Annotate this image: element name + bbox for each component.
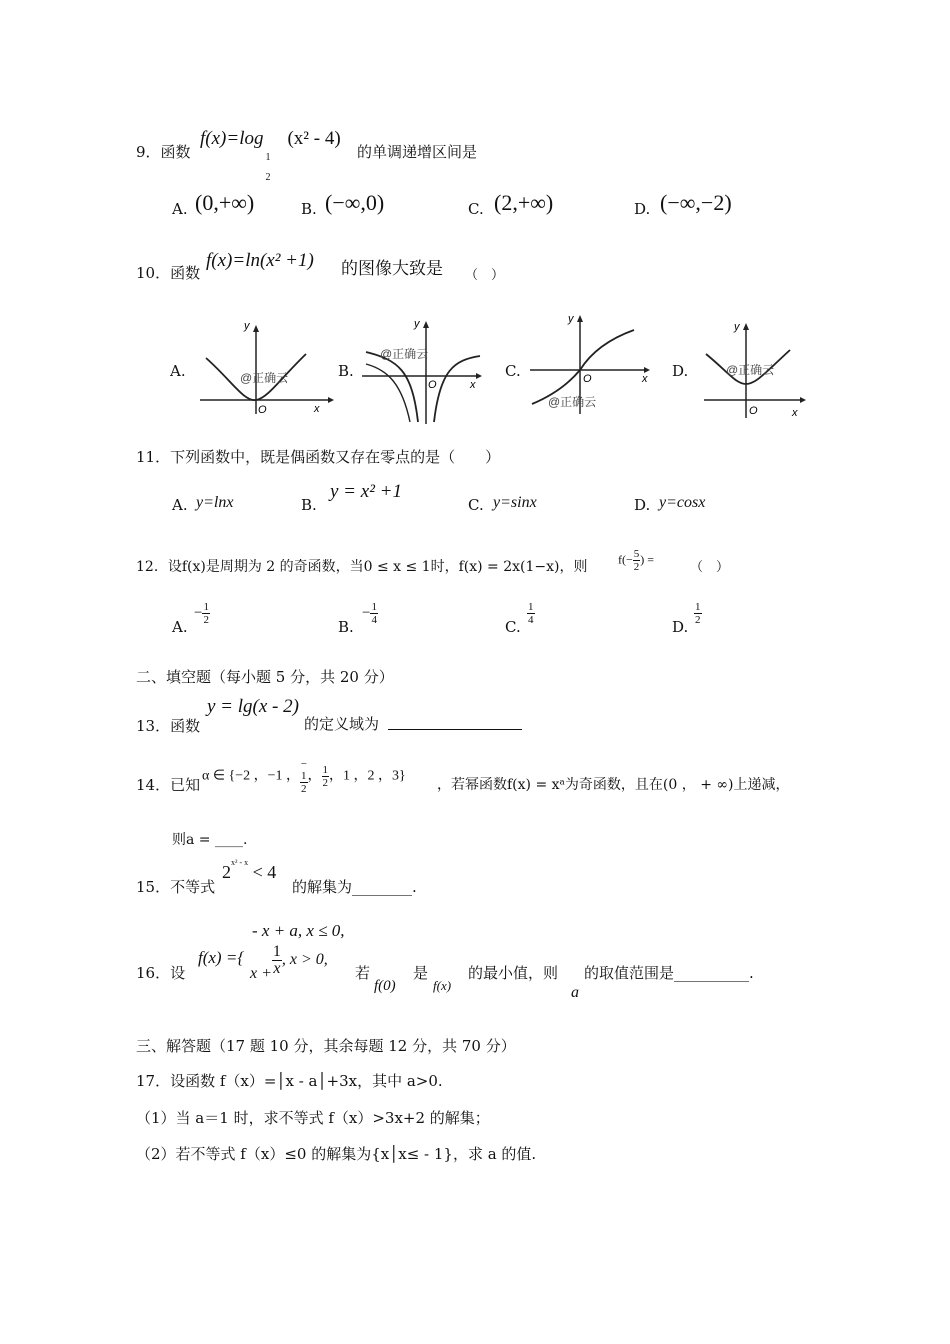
q9-option-d-label: D. [634,200,651,218]
q10-paren: （ ） [465,268,505,283]
watermark: @正确云 [380,347,429,361]
q16-case2-frac [272,944,282,977]
q12-b-den: 4 [371,614,377,626]
origin-label: O [258,404,267,416]
watermark: @正确云 [240,371,289,385]
x-label: x [470,379,476,391]
q13-tail: 的定义域为 [304,715,380,733]
curve [532,330,634,404]
q16-fx: f(x) [433,978,452,993]
q14-set-end: ，1 ，2 ，3} [329,768,406,784]
q9-label: 9．函数 [136,143,191,161]
q9-option-a-label: A. [172,200,188,218]
q9-base-den: 2 [265,172,271,183]
origin-label: O [583,373,592,385]
q14-alpha: α ∈ [202,768,226,784]
q11-option-b: y = x² +1 [330,481,402,502]
q10-graph-d [700,318,810,422]
y-label: y [568,313,574,325]
q12-fexpr [618,548,654,573]
q15-exp: x² - x [231,858,249,867]
q12-option-b [362,601,378,626]
y-label: y [414,318,420,330]
watermark: @正确云 [548,395,597,409]
q12-stem: 12．设f(x)是周期为 2 的奇函数，当0 ≤ x ≤ 1时，f(x) = 2x(1−x)，则 [136,559,588,575]
section-2-heading: 二、填空题（每小题 5 分，共 20 分） [136,668,394,686]
q10-graph-b [358,318,488,428]
q17-part1: （1）当 a＝1 时，求不等式 f（x）>3x+2 的解集； [136,1109,490,1127]
y-arrow-icon [423,321,429,328]
y-arrow-icon [253,325,259,332]
q13-formula [207,696,299,718]
q14-f2-den: 2 [322,777,329,789]
q16-text-range: 的取值范围是__________. [584,964,754,982]
q15-formula [222,858,277,883]
q14-label: 14．已知 [136,776,201,794]
q16-text-min: 的最小值，则 [468,964,559,982]
q14-set-start: {−2 ，−1 ， [228,768,301,784]
q12-c-frac [527,601,535,626]
q11-option-d-label: D. [634,496,651,514]
q14-f1-num: 1 [301,770,307,782]
q12-option-c-label: C. [505,618,521,636]
q13-label: 13．函数 [136,717,201,735]
q10-graph-a [196,318,336,418]
q10-formula [206,250,314,272]
q12-c-num: 1 [528,601,534,613]
y-label: y [734,321,740,333]
q12-c-den: 4 [528,614,534,626]
y-label: y [244,320,250,332]
q13-answer-blank[interactable] [388,713,522,730]
q9-func: f(x)=log [200,128,264,149]
q12-d-den: 2 [695,614,701,626]
q9-option-c: (2,+∞) [494,190,554,215]
q9-tail: 的单调递增区间是 [357,143,478,161]
q11-option-c: y=sinx [493,494,537,511]
q10-func: f(x)=ln(x² +1) [206,250,314,271]
q10-label: 10．函数 [136,264,201,282]
q13-func: y = lg(x - 2) [207,696,299,717]
q14-set-mid: ， [307,768,322,784]
q11-option-a-label: A. [172,496,188,514]
q9-option-c-label: C. [468,200,484,218]
q9-arg: (x² - 4) [287,128,341,149]
q12-a-num: 1 [203,601,209,613]
q11-option-c-label: C. [468,496,484,514]
q12-fexpr-den: 2 [633,561,640,573]
origin-label: O [428,379,437,391]
q17-part2: （2）若不等式 f（x）≤0 的解集为{x│x≤ - 1}，求 a 的值. [136,1145,537,1163]
q15-label: 15．不等式 [136,878,216,896]
q9-base-num: 1 [265,152,271,163]
q12-option-d-label: D. [672,618,689,636]
q14-answer-line: 则a = ____. [172,832,248,848]
watermark: @正确云 [726,363,775,377]
q9-option-b-label: B. [301,200,317,218]
q11-option-d: y=cosx [659,494,706,511]
q12-fexpr-head: f(− [618,552,633,567]
q10-tail: 的图像大致是 [341,259,443,279]
q14-f2-num: 1 [322,764,329,776]
q15-rel: < 4 [252,862,277,882]
q16-case2 [250,943,328,983]
q10-option-d-label: D. [672,362,689,380]
q16-a: a [571,984,579,1001]
x-arrow-icon [476,373,482,379]
x-label: x [642,373,648,385]
q9-formula [200,128,341,183]
q16-label: 16．设 [136,964,186,982]
q16-case2-a: x + [250,965,272,983]
q9-option-a: (0,+∞) [195,190,255,215]
q12-b-sign: − [362,604,371,621]
q12-paren: （ ） [690,560,730,575]
q9-stem [136,141,191,162]
q16-case2-b: , x > 0, [281,951,328,969]
q9-option-b: (−∞,0) [325,190,385,215]
q14-condition: ，若幂函数f(x) = xᵃ为奇函数，且在(0 ， + ∞)上递减， [437,777,790,793]
q14-frac-half [322,764,330,789]
q16-func: f(x) ={ [198,948,245,967]
y-arrow-icon [743,323,749,330]
section-3-heading: 三、解答题（17 题 10 分，其余每题 12 分，共 70 分） [136,1037,516,1055]
q12-option-a-label: A. [172,618,188,636]
q14-frac-neg-half: − 1 2 [300,758,307,795]
origin-label: O [749,405,758,417]
q15-base: 2 [222,862,231,882]
q12-b-frac [370,601,378,626]
q12-a-frac [202,601,210,626]
q10-option-c-label: C. [505,362,521,380]
q14-f1-den: 2 [301,783,307,795]
q10-option-a-label: A. [170,362,186,380]
q12-d-frac [694,601,702,626]
y-arrow-icon [577,315,583,322]
q11-option-b-label: B. [301,496,317,514]
x-label: x [314,403,320,415]
x-arrow-icon [328,397,334,403]
q10-option-b-label: B. [338,362,354,380]
q15-tail: 的解集为________. [292,878,417,896]
q12-a-sign: − [194,604,203,621]
q11-option-a: y=lnx [196,494,234,511]
q16-case1: - x + a, x ≤ 0, [252,921,345,940]
q16-case2-num: 1 [272,943,281,960]
q11-stem: 11．下列函数中，既是偶函数又存在零点的是（ ） [136,448,501,466]
q12-fexpr-end: ) = [640,552,655,567]
q12-a-den: 2 [203,614,209,626]
q17-stem: 17．设函数 f（x）=│x - a│+3x，其中 a>0. [136,1072,443,1090]
x-arrow-icon [800,397,806,403]
q16-text-shi: 是 [413,964,429,982]
q16-case2-den: x [273,960,281,977]
q12-option-d [694,601,702,626]
q16-text-ruo: 若 [355,964,371,982]
q12-option-c [527,601,535,626]
q12-b-num: 1 [371,601,377,613]
q12-d-num: 1 [695,601,701,613]
q12-fexpr-num: 5 [633,548,640,560]
q10-graph-c [526,310,656,420]
q16-f0: f(0) [374,978,396,994]
q12-option-b-label: B. [338,618,354,636]
curve-left [366,352,418,422]
q12-option-a [194,601,210,626]
x-label: x [792,407,798,419]
q9-option-d: (−∞,−2) [660,190,732,215]
q14-set [202,758,406,795]
